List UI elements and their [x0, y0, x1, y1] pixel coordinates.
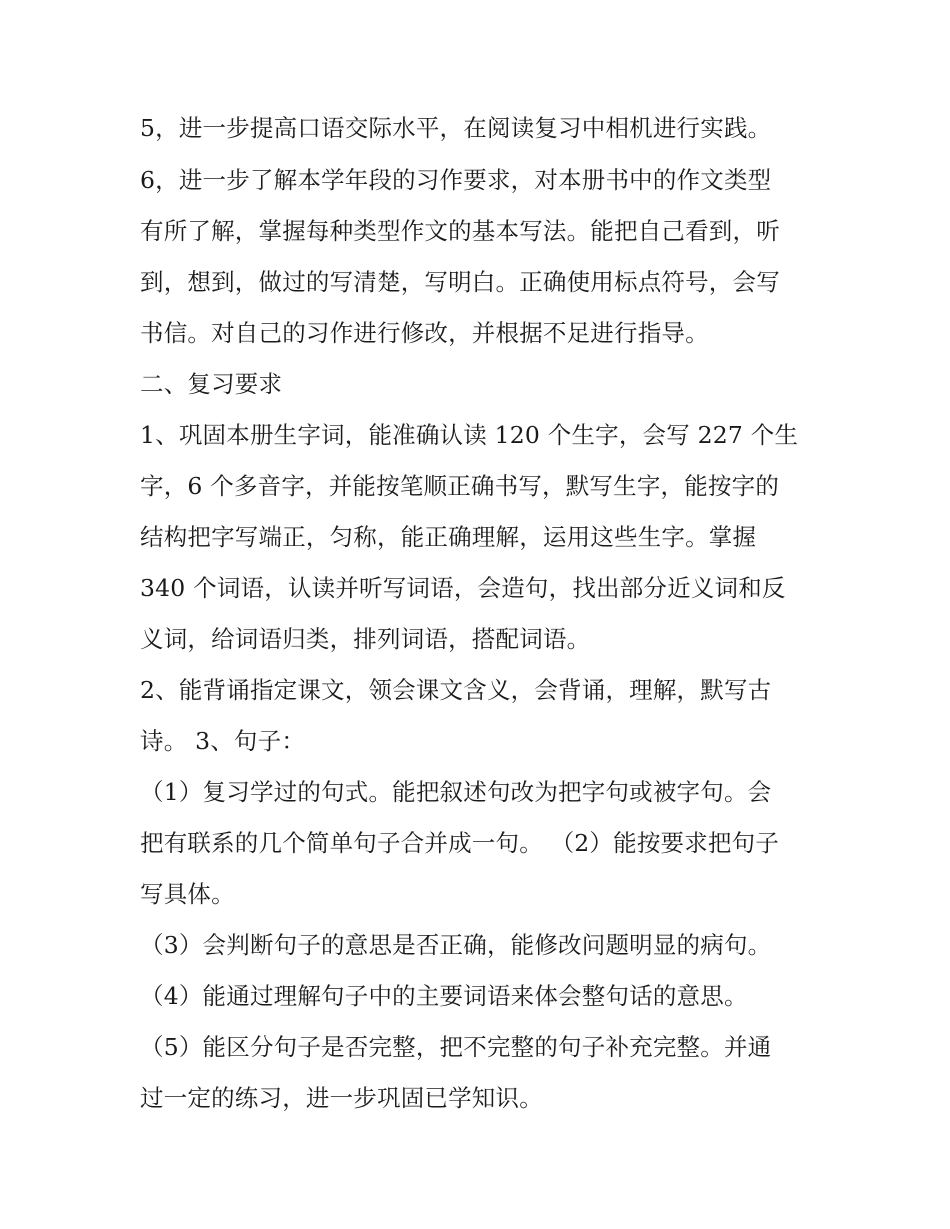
text-line: 写具体。 — [140, 880, 235, 908]
text-line: 诗。 3、句子： — [140, 727, 306, 755]
text-line: 把有联系的几个简单句子合并成一句。 （2）能按要求把句子 — [140, 829, 780, 857]
text-line: 1、巩固本册生字词，能准确认读 120 个生字，会写 227 个生 — [140, 421, 799, 449]
text-line: 义词，给词语归类，排列词语，搭配词语。 — [140, 625, 591, 653]
text-line: （1）复习学过的句式。能把叙述句改为把字句或被字句。会 — [140, 778, 772, 806]
text-line: 有所了解，掌握每种类型作文的基本写法。能把自己看到，听 — [140, 217, 780, 245]
text-line: 到，想到，做过的写清楚，写明白。正确使用标点符号，会写 — [140, 268, 780, 296]
text-line: 2、能背诵指定课文，领会课文含义，会背诵，理解，默写古 — [140, 676, 772, 704]
text-line: 过一定的练习，进一步巩固已学知识。 — [140, 1084, 543, 1112]
text-line: 结构把字写端正，匀称，能正确理解，运用这些生字。掌握 — [140, 523, 757, 551]
text-line: 书信。对自己的习作进行修改，并根据不足进行指导。 — [140, 319, 709, 347]
text-line: （3）会判断句子的意思是否正确，能修改问题明显的病句。 — [140, 931, 772, 959]
text-line: （4）能通过理解句子中的主要词语来体会整句话的意思。 — [140, 982, 748, 1010]
text-line: 5，进一步提高口语交际水平，在阅读复习中相机进行实践。 — [140, 114, 772, 142]
text-line: 340 个词语，认读并听写词语，会造句，找出部分近义词和反 — [140, 574, 786, 602]
text-line: 字，6 个多音字，并能按笔顺正确书写，默写生字，能按字的 — [140, 472, 780, 500]
text-line: （5）能区分句子是否完整，把不完整的句子补充完整。并通 — [140, 1033, 772, 1061]
section-heading: 二、复习要求 — [140, 370, 283, 398]
text-line: 6，进一步了解本学年段的习作要求，对本册书中的作文类型 — [140, 166, 772, 194]
